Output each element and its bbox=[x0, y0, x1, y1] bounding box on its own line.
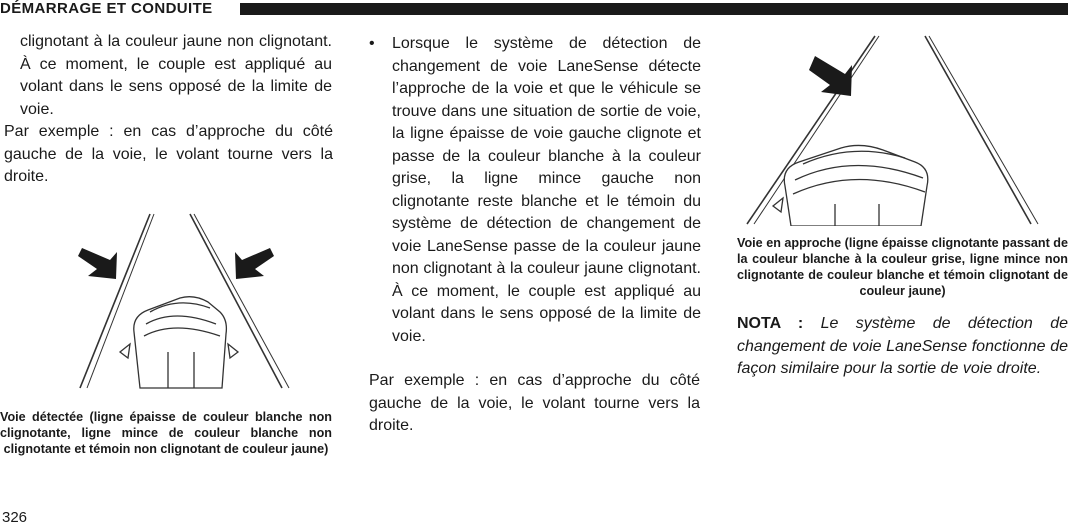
note-label: NOTA : bbox=[737, 315, 804, 332]
lane-detected-illustration bbox=[70, 212, 310, 392]
example-text-left: Par exemple : en cas d’approche du côté gauche de la voie, le volant tourne vers la droite. bbox=[4, 123, 333, 185]
header-rule bbox=[240, 3, 1068, 15]
left-arrow-icon bbox=[78, 248, 117, 279]
vehicle-icon bbox=[120, 297, 238, 388]
figure-caption-left: Voie détectée (ligne épaisse de couleur blanche non clignotante, ligne mince de couleur blanche non clignotante et témoin non clignotant de couleur jaune) bbox=[0, 410, 332, 456]
note-text: Le système de détection de changement de voie LaneSense fonctionne de façon similaire pour la sortie de voie droite. bbox=[737, 315, 1068, 377]
right-arrow-icon bbox=[235, 248, 274, 279]
continued-bullet-text bbox=[20, 31, 332, 121]
lane-approach-illustration bbox=[745, 34, 1045, 226]
example-text-middle: Par exemple : en cas d’approche du côté gauche de la voie, le volant tourne vers la droite. bbox=[369, 372, 700, 434]
arrow-icon bbox=[809, 56, 852, 96]
example-paragraph-middle bbox=[369, 370, 700, 438]
figure-caption-right: Voie en approche (ligne épaisse clignotante passant de la couleur blanche à la couleur grise, ligne mince non clignotante de couleur blanche et témoin clignotant de couleur jaune) bbox=[737, 236, 1068, 298]
page-number: 326 bbox=[2, 509, 28, 526]
bullet-text: Lorsque le système de détection de changement de voie LaneSense détecte l’approche de la voie et que le véhicule se trouve dans une situation de sortie de voie, la ligne épaisse de voie gauche clignote et passe de la couleur blanche à la couleur grise, la ligne mince gauche non clignotante reste blanche et le témoin du système de détection de changement de voie LaneSense passe de la couleur jaune non clignotant à la couleur jaune clignotant. À ce moment, le couple est appliqué au volant dans le sens opposé de la limite de voie. bbox=[392, 35, 701, 345]
vehicle-icon bbox=[773, 145, 928, 226]
running-header bbox=[0, 0, 1068, 18]
section-title: DÉMARRAGE ET CONDUITE bbox=[0, 0, 225, 18]
continued-bullet-paragraph: clignotant à la couleur jaune non clignotant. À ce moment, le couple est appliqué au volant dans le sens opposé de la limite de voie. bbox=[20, 33, 332, 118]
example-paragraph-left bbox=[4, 121, 333, 189]
bullet-symbol: • bbox=[369, 35, 375, 52]
note-block bbox=[737, 313, 1068, 381]
